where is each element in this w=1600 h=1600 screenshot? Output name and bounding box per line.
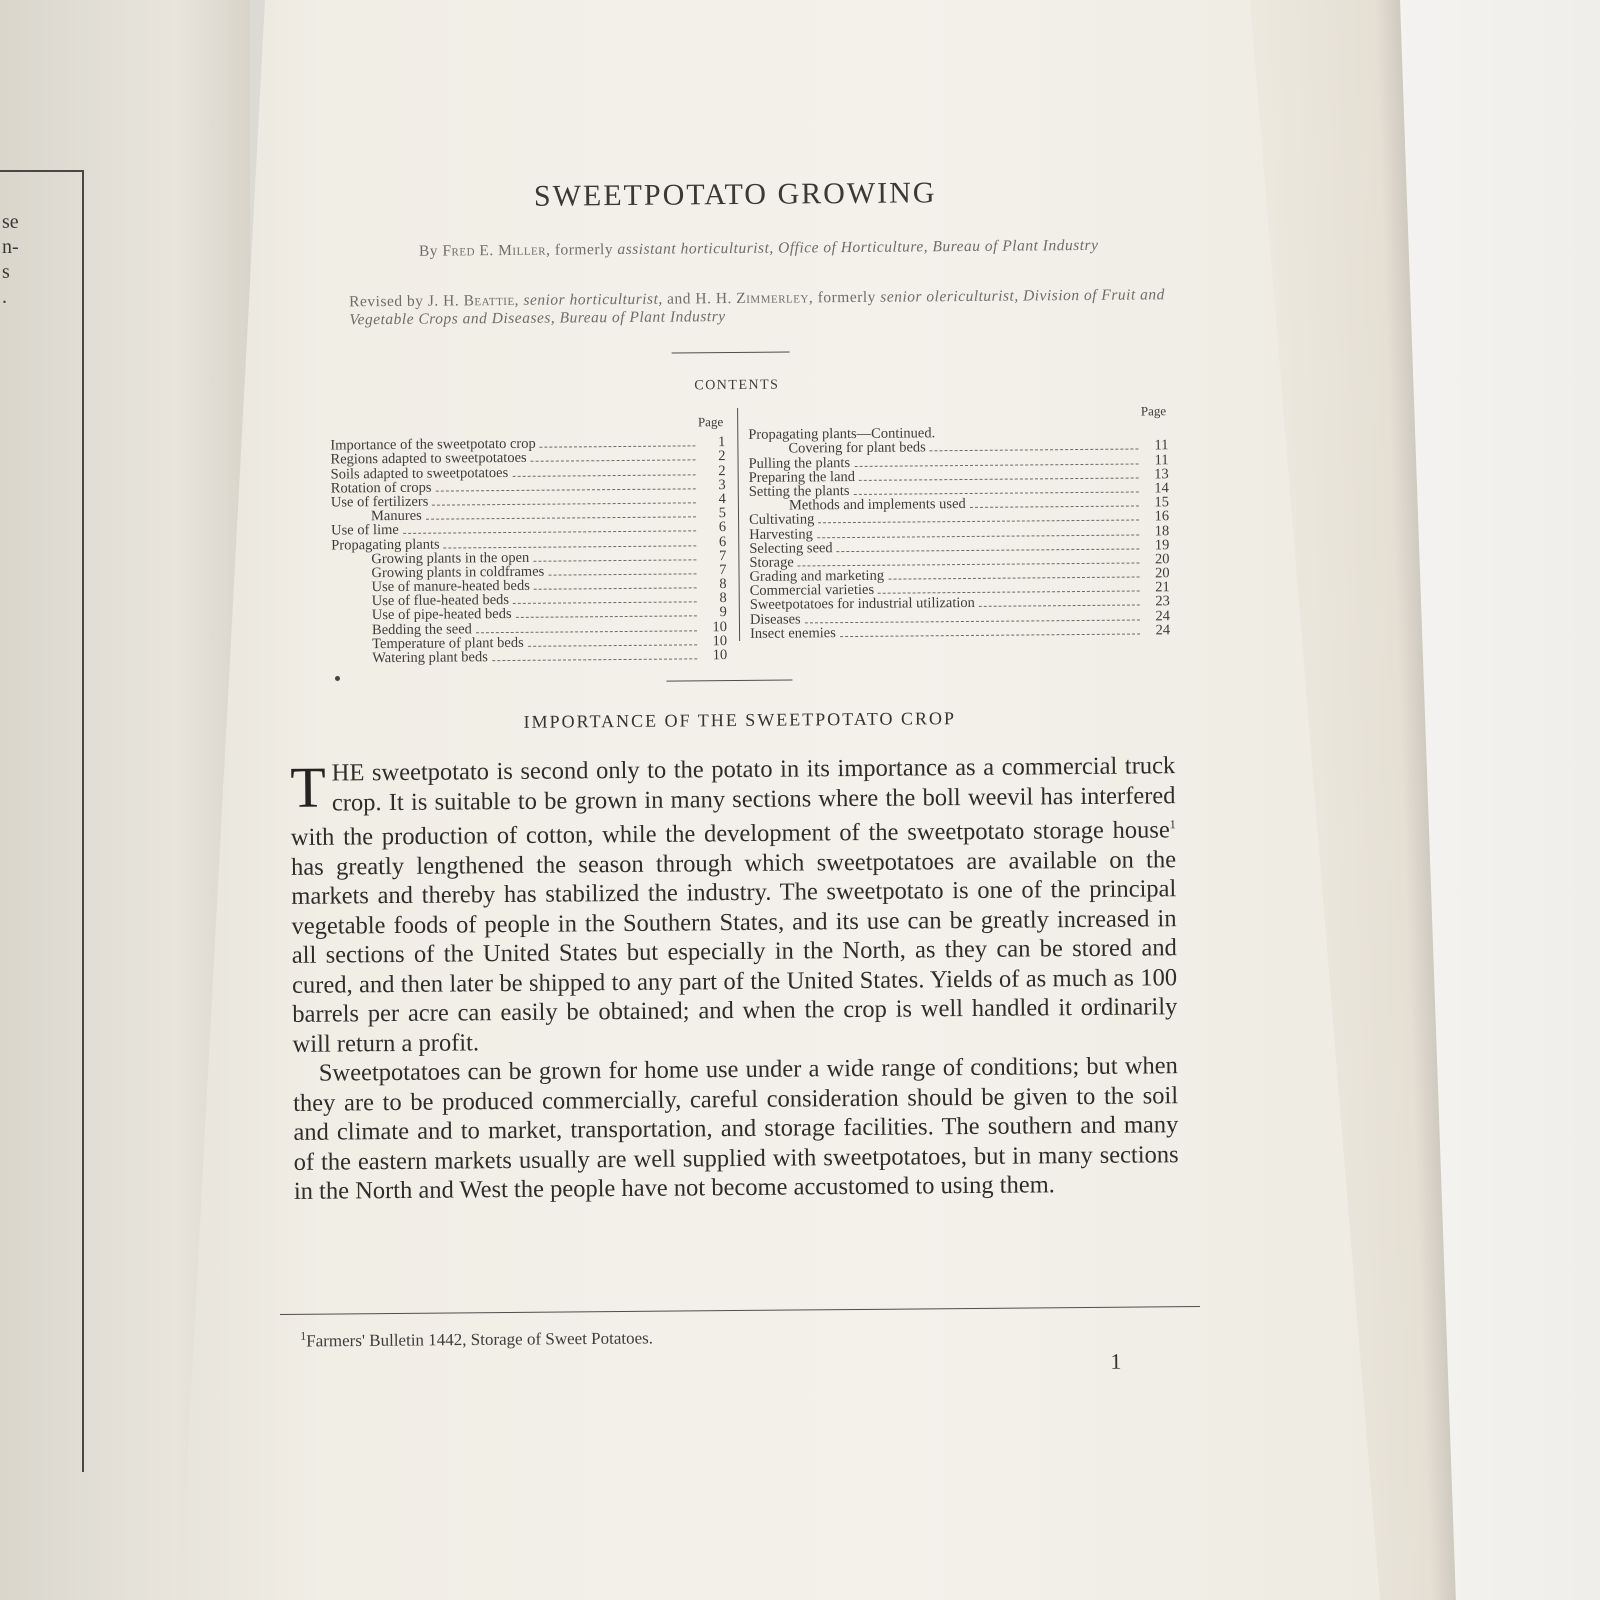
left-page-fragment-line: .: [2, 286, 7, 308]
toc-entry-page: 8: [719, 576, 727, 593]
toc-entry-page: 20: [1154, 551, 1170, 568]
toc-entry-page: 18: [1154, 522, 1170, 539]
toc-leader-dots: [970, 497, 1139, 508]
left-page-text-fragment: [2, 210, 28, 310]
toc-leader-dots: [531, 451, 696, 462]
toc-entry-title: Storage: [749, 554, 794, 571]
toc-entry-title: Soils adapted to sweetpotatoes: [330, 464, 509, 483]
reviser-name-2: H. H. Zimmerley,: [695, 289, 814, 308]
document-title: SWEETPOTATO GROWING: [533, 176, 937, 213]
toc-leader-dots: [817, 525, 1139, 538]
toc-entry-page: 10: [712, 632, 728, 650]
toc-leader-dots: [492, 649, 697, 661]
footnote-marker: 1: [300, 1328, 307, 1343]
toc-leader-dots: [853, 482, 1138, 494]
left-page-fragment-line: s: [2, 261, 10, 283]
toc-entry-page: 5: [718, 505, 727, 522]
paragraph-1-text-b: has greatly lengthened the season through which sweetpotatoes are available on the markets and thereby has stabilized the industry. The sweetpotato is one of the principal vegetable foods of people in the Southern States, and its use can be greatly increased in all sections of the United States but especially in the North, as they can be stored and cured, and then later be shipped to any part of the United States. Yields of as much as 100 barrels per acre can easily be obtained; and when the crop is well handled it ordinarily will return a profit.: [290, 845, 1178, 1058]
toc-leader-dots: [513, 593, 697, 605]
toc-entry-title: Grading and marketing: [749, 567, 885, 585]
toc-right-column: [737, 404, 1170, 641]
toc-leader-dots: [878, 582, 1140, 594]
page-number: 1: [1110, 1348, 1122, 1374]
toc-entry-page: 2: [718, 462, 726, 479]
divider-rule: [672, 352, 790, 354]
toc-entry-page: 20: [1154, 565, 1170, 582]
toc-entry-title: Commercial varieties: [749, 582, 875, 600]
toc-entry-title: Use of pipe-heated beds: [371, 606, 512, 624]
reviser-and: and: [667, 290, 692, 308]
toc-entry-page: 8: [719, 590, 727, 607]
toc-left-rows: [330, 435, 727, 665]
toc-leader-dots: [805, 610, 1140, 623]
reviser-role-2: senior olericulturist, Division of Fruit and Vegetable Crops and Diseases, Bureau of Plant Industry: [349, 286, 1165, 329]
toc-entry-page: 3: [718, 476, 726, 493]
toc-page-label: Page: [1140, 403, 1167, 419]
toc-entry-page: 23: [1155, 593, 1170, 610]
left-page-fragment-line: se: [2, 211, 19, 233]
toc-entry-page: 7: [719, 561, 727, 579]
toc-leader-dots: [798, 553, 1140, 566]
toc-leader-dots: [840, 624, 1140, 637]
toc-entry-title: Rotation of crops: [330, 479, 432, 497]
toc-entry-page: 1: [718, 434, 726, 451]
toc-entry-page: 2: [718, 448, 726, 465]
toc-leader-dots: [403, 522, 696, 535]
reviser-name-1: J. H. Beattie,: [427, 291, 520, 310]
toc-leader-dots: [426, 507, 696, 519]
contents-heading: CONTENTS: [694, 377, 780, 394]
paragraph-2: Sweetpotatoes can be grown for home use under a wide range of conditions; but when they are to be produced commercially, careful consideration should be given to the soil and climate and to market, transportation, and storage facilities. The southern and many of the eastern markets usually are well supplied with sweetpotatoes, but in many sections in the North and West the people have not become accustomed to using them.: [293, 1052, 1179, 1206]
toc-leader-dots: [516, 607, 697, 619]
toc-left-column: [330, 415, 727, 666]
toc-entry-page: 14: [1154, 480, 1169, 497]
toc-page-label: Page: [697, 414, 724, 430]
toc-entry-page: 21: [1155, 579, 1170, 596]
toc-entry-title: Watering plant beds: [372, 649, 488, 667]
footnote-text: Farmers' Bulletin 1442, Storage of Sweet Potatoes.: [306, 1328, 654, 1351]
footnote: [300, 1321, 1180, 1351]
toc-entry-title: Preparing the land: [748, 468, 856, 486]
toc-entry-page: 10: [712, 618, 728, 635]
reviser-role-1: senior horticulturist,: [523, 290, 663, 309]
toc-entry-page: 9: [719, 604, 727, 621]
toc-leader-dots: [540, 437, 696, 448]
author-by: By: [418, 242, 439, 260]
toc-leader-dots: [444, 536, 697, 548]
toc-entry-title: Use of flue-heated beds: [371, 592, 510, 610]
ink-dot: [335, 676, 340, 681]
toc-leader-dots: [548, 564, 696, 575]
left-page-fragment-line: n-: [2, 236, 19, 258]
toc-entry-page: 7: [719, 547, 727, 564]
toc-entry-title: Growing plants in the open: [371, 549, 530, 567]
toc-entry-title: Covering for plant beds: [788, 439, 926, 457]
toc-entry-page: 4: [718, 491, 726, 508]
toc-entry-page: 10: [712, 647, 728, 664]
toc-entry-title: Bedding the seed: [371, 620, 472, 638]
toc-entry-page: 19: [1154, 536, 1170, 554]
toc-entry-page: 15: [1154, 494, 1169, 511]
toc-entry-page: 11: [1154, 451, 1169, 468]
toc-entry-page: 24: [1155, 607, 1170, 624]
toc-leader-dots: [930, 440, 1139, 452]
toc-leader-dots: [818, 511, 1139, 524]
toc-entry-title: Use of fertilizers: [330, 493, 429, 511]
toc-entry: [332, 648, 727, 666]
toc-entry: [750, 623, 1170, 641]
toc-leader-dots: [435, 479, 695, 491]
toc-entry-page: 6: [718, 519, 727, 536]
author-byline: [349, 236, 1169, 261]
toc-entry-title: Methods and implements used: [788, 496, 966, 514]
toc-entry-title: Propagating plants: [331, 536, 440, 554]
toc-leader-dots: [837, 539, 1140, 552]
toc-entry-title: Importance of the sweetpotato crop: [330, 435, 536, 454]
toc-entry-page: 16: [1154, 508, 1170, 525]
page-content: [280, 166, 1200, 1374]
divider-rule: [666, 680, 792, 682]
toc-entry-title: Growing plants in coldframes: [371, 563, 545, 582]
toc-entry-page: 11: [1154, 437, 1169, 454]
toc-entry-title: Diseases: [749, 611, 801, 628]
body-text: [290, 751, 1179, 1206]
footnote-rule: [280, 1306, 1200, 1315]
paragraph-1: [290, 751, 1178, 1059]
reviser-byline: [349, 286, 1169, 329]
toc-entry-title: Pulling the plants: [748, 454, 851, 472]
toc-entry-title: Temperature of plant beds: [372, 634, 524, 653]
toc-entry-title: Manures: [370, 507, 422, 525]
reviser-formerly: formerly: [817, 288, 876, 307]
footnote-reference: 1: [1169, 817, 1176, 832]
toc-leader-dots: [432, 493, 696, 505]
toc-leader-dots: [979, 596, 1140, 607]
section-heading: IMPORTANCE OF THE SWEETPOTATO CROP: [523, 708, 957, 732]
toc-leader-dots: [859, 468, 1139, 480]
toc-entry-title: Use of manure-heated beds: [371, 577, 530, 596]
toc-leader-dots: [854, 454, 1139, 466]
author-role: formerly: [554, 241, 614, 259]
toc-leader-dots: [476, 621, 697, 633]
toc-entry-title: Harvesting: [749, 525, 813, 543]
toc-entry-title: Sweetpotatoes for industrial utilization: [749, 595, 975, 614]
reviser-prefix: Revised by: [349, 292, 424, 311]
toc-leader-dots: [533, 550, 696, 561]
toc-right-rows: [748, 424, 1170, 640]
toc-leader-dots: [512, 465, 695, 477]
toc-leader-dots: [528, 635, 698, 646]
toc-entry-title: Selecting seed: [749, 539, 833, 557]
paragraph-1-text-a: HE sweetpotato is second only to the potato in its importance as a commercial truck crop. It is suitable to be grown in many sections where the boll weevil has interfered with the production of cotton, while the development of the sweetpotato storage house: [290, 752, 1176, 852]
left-page-border: [0, 170, 84, 1472]
drop-cap: T: [290, 754, 327, 820]
toc-entry-title: Setting the plants: [748, 482, 850, 500]
toc-leader-dots: [534, 578, 697, 589]
author-position: assistant horticulturist, Office of Horticulture, Bureau of Plant Industry: [617, 236, 1099, 259]
toc-entry-page: 13: [1154, 465, 1169, 483]
toc-entry-title: Propagating plants—Continued.: [748, 425, 936, 444]
toc-entry-title: Regions adapted to sweetpotatoes: [330, 450, 527, 468]
toc-entry-page: 6: [718, 533, 727, 550]
toc-entry-title: Insect enemies: [749, 624, 836, 642]
toc-entry-page: 24: [1155, 622, 1171, 639]
toc-entry-title: Use of lime: [331, 522, 399, 539]
toc-entry-title: Cultivating: [748, 511, 815, 529]
toc-leader-dots: [888, 568, 1140, 580]
author-name: Fred E. Miller,: [442, 241, 551, 260]
